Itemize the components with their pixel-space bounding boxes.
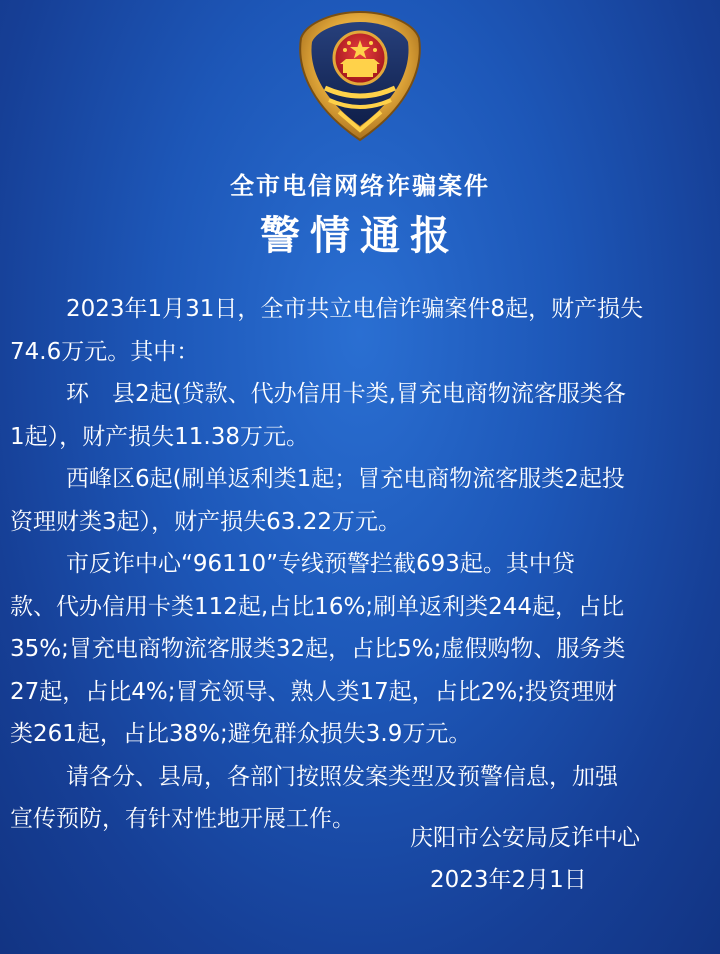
paragraph-summary [10, 288, 702, 373]
paragraph-line: 资理财类3起），财产损失63.22万元。 [10, 508, 401, 535]
police-emblem-icon [295, 8, 425, 144]
paragraph-xifeng-district [10, 458, 702, 543]
paragraph-line: 35%;冒充电商物流客服类32起，占比5%;虚假购物、服务类 [10, 636, 626, 662]
paragraph-line: 宣传预防，有针对性地开展工作。 [10, 806, 355, 832]
signature-date: 2023年2月1日 [430, 867, 587, 893]
paragraph-line: 请各分、县局，各部门按照发案类型及预警信息，加强 [66, 763, 618, 790]
paragraph-line: 2023年1月31日，全市共立电信诈骗案件8起，财产损失 [66, 296, 644, 322]
paragraph-line: 款、代办信用卡类112起,占比16%;刷单返利类244起，占比 [10, 593, 624, 620]
paragraph-line: 74.6万元。其中： [10, 338, 200, 365]
paragraph-line: 类261起，占比38%;避免群众损失3.9万元。 [10, 721, 472, 747]
paragraph-line: 环 县2起(贷款、代办信用卡类,冒充电商物流客服类各 [66, 381, 626, 407]
paragraph-line: 27起，占比4%;冒充领导、熟人类17起，占比2%;投资理财 [10, 678, 618, 705]
notice-subtitle: 全市电信网络诈骗案件 [230, 172, 490, 200]
signature-org: 庆阳市公安局反诈中心 [410, 825, 640, 851]
paragraph-line: 1起），财产损失11.38万元。 [10, 423, 309, 450]
notice-body [10, 288, 702, 841]
paragraph-line: 西峰区6起(刷单返利类1起；冒充电商物流客服类2起投 [66, 466, 625, 492]
paragraph-huan-county [10, 373, 702, 458]
paragraph-warning-intercept [10, 543, 702, 756]
notice-title: 警情通报 [260, 213, 460, 259]
paragraph-line: 市反诈中心“96110”专线预警拦截693起。其中贷 [66, 551, 575, 577]
